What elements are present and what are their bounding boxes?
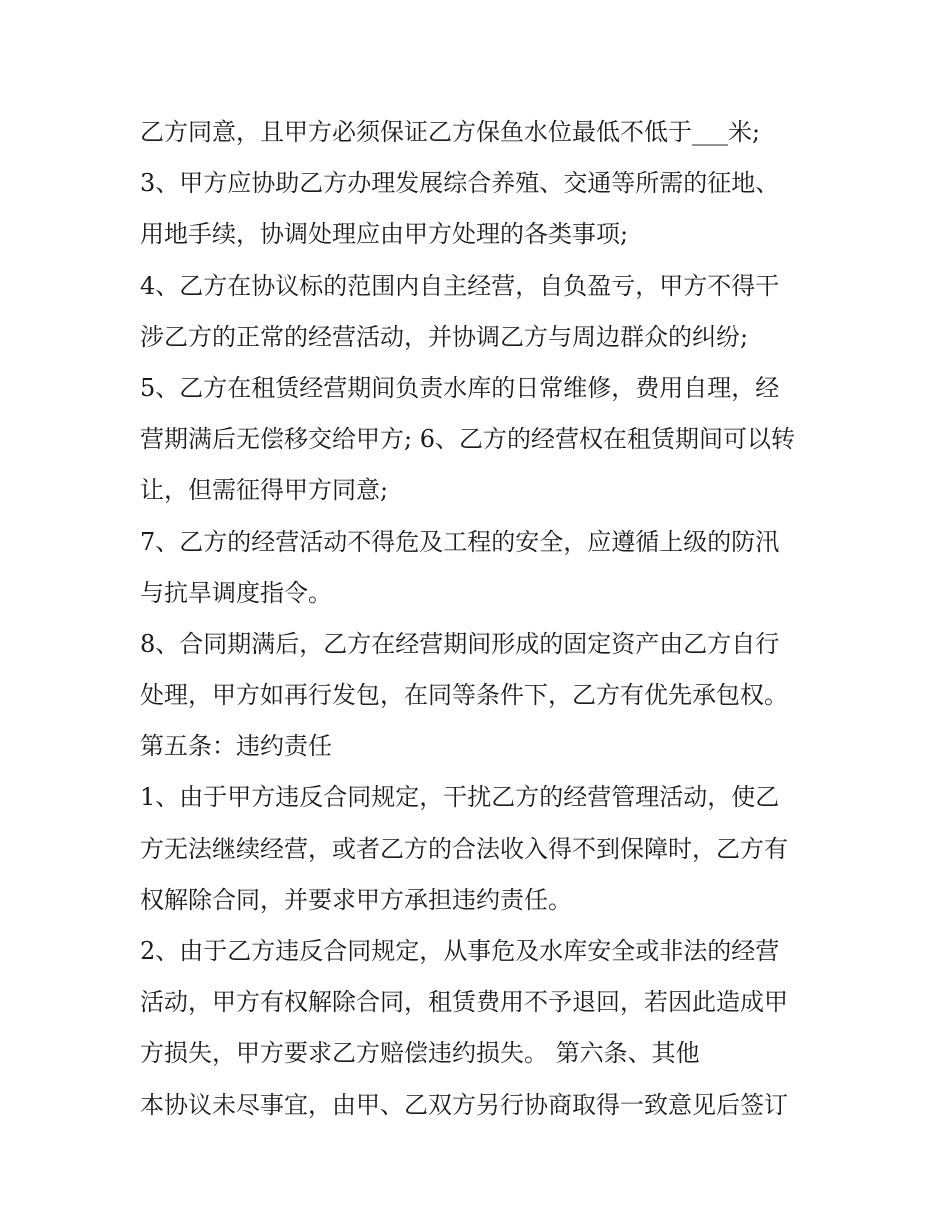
text-line: 4、乙方在协议标的范围内自主经营，自负盈亏，甲方不得干 [140,271,780,300]
text-line: 处理，甲方如再行发包，在同等条件下，乙方有优先承包权。 [140,681,788,710]
text-line: 涉乙方的正常的经营活动，并协调乙方与周边群众的纠纷; [140,322,749,351]
text-line: 活动，甲方有权解除合同，租赁费用不予退回，若因此造成甲 [140,988,788,1017]
text-line: 乙方同意，且甲方必须保证乙方保鱼水位最低不低于___米; [140,118,761,146]
text-line: 2、由于乙方违反合同规定，从事危及水库安全或非法的经营 [140,937,780,965]
text-line: 方无法继续经营，或者乙方的合法收入得不到保障时，乙方有 [140,834,788,863]
text-line: 让，但需征得甲方同意; [140,476,389,505]
section-heading: 第五条：违约责任 [140,732,332,761]
text-line: 5、乙方在租赁经营期间负责水库的日常维修，费用自理，经 [140,373,780,402]
contract-text [140,107,830,1131]
text-line: 方损失，甲方要求乙方赔偿违约损失。 第六条、其他 [140,1039,700,1068]
text-line: 3、甲方应协助乙方办理发展综合养殖、交通等所需的征地、 [140,169,780,198]
text-line: 与抗旱调度指令。 [140,578,332,607]
text-line: 权解除合同，并要求甲方承担违约责任。 [140,885,572,914]
text-line: 营期满后无偿移交给甲方; 6、乙方的经营权在租赁期间可以转 [140,425,795,454]
text-line: 7、乙方的经营活动不得危及工程的安全，应遵循上级的防汛 [140,527,780,556]
text-line: 本协议未尽事宜，由甲、乙双方另行协商取得一致意见后签订 [140,1090,788,1119]
text-line: 1、由于甲方违反合同规定，干扰乙方的经营管理活动，使乙 [140,783,780,812]
text-line: 用地手续，协调处理应由甲方处理的各类事项; [140,220,629,249]
text-line: 8、合同期满后，乙方在经营期间形成的固定资产由乙方自行 [140,629,780,658]
